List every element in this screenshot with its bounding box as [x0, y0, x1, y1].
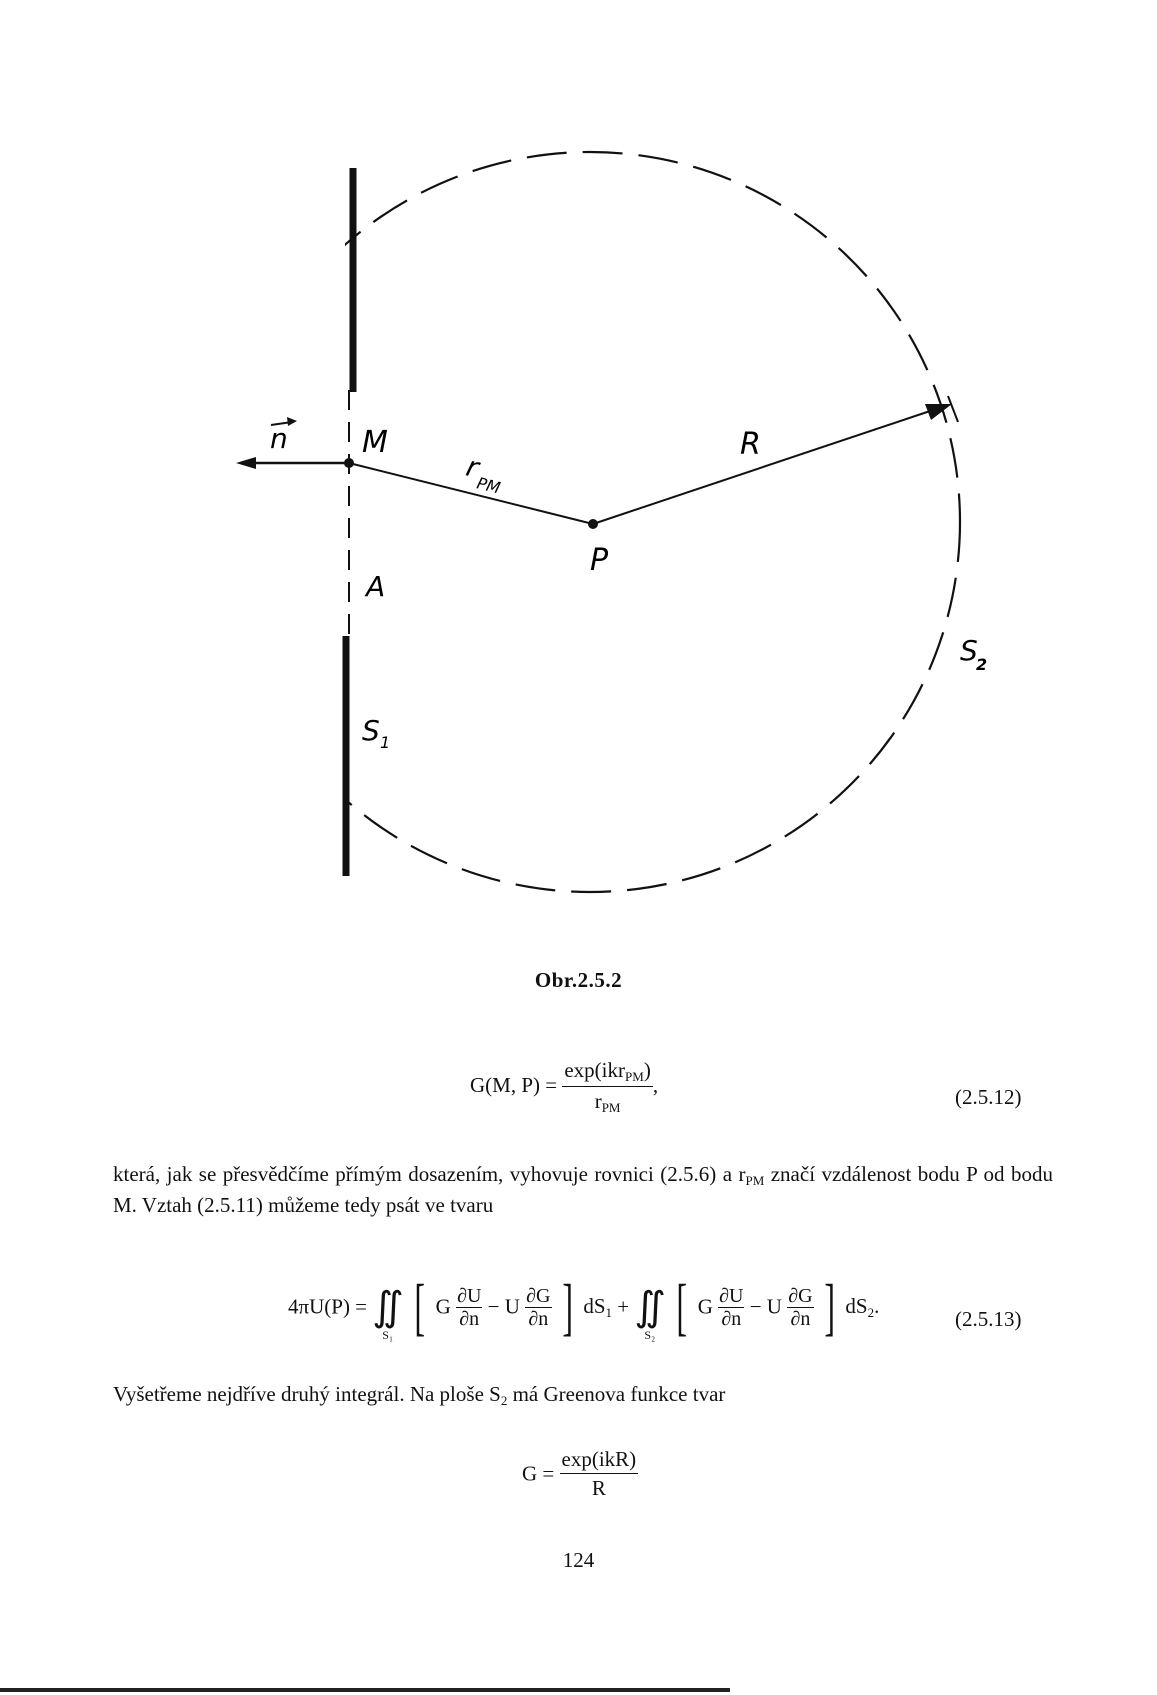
label-a: A: [366, 570, 386, 603]
eq13-dg-dn-1: $\frac{\partial G}{\partial n}$: [526, 1284, 551, 1330]
eq12-num: exp(ikr: [564, 1058, 626, 1082]
radius-arrow: [593, 407, 942, 524]
eq12-den-sub: PM: [601, 1100, 621, 1115]
paragraph-1-sub: PM: [745, 1173, 765, 1188]
label-rpm-sub: PM: [474, 473, 503, 498]
eq13-g2: G: [697, 1294, 713, 1319]
paragraph-2: [113, 1382, 1053, 1413]
equation-2-5-13: 4πU(P) = ∬ S₁ [ G $\frac{\partial U}{\partial n}$ − U $\frac{\partial G}{\partial n}$ ] $dS_1$ + ∬ S₂ [ G $\frac{\partial U}{\partial n}$ − U $\frac{\partial G}{\partial n}$ ] $dS_2$.: [288, 1271, 880, 1342]
integral-s2: ∬ S₂: [634, 1284, 666, 1342]
paragraph-1: [113, 1162, 1053, 1218]
label-s1: S: [362, 714, 380, 747]
paragraph-2-part2: má Greenova funkce tvar: [507, 1382, 726, 1406]
eq-g-num: exp(ikR): [560, 1447, 639, 1474]
point-p: [588, 519, 598, 529]
eq13-plus: +: [617, 1294, 630, 1319]
label-rpm: r: [462, 449, 483, 485]
paragraph-1-part2: značí vzdálenost bodu P od bodu M. Vztah (2.5.11) můžeme tedy psát ve tvaru: [113, 1162, 1053, 1217]
point-m: [344, 458, 354, 468]
eq-g-lhs: G =: [522, 1461, 555, 1486]
eq12-num-end: ): [643, 1058, 651, 1082]
paragraph-2-part1: Vyšetřeme nejdříve druhý integrál. Na ploše S: [113, 1382, 501, 1406]
eq13-dg-dn-2: $\frac{\partial G}{\partial n}$: [788, 1284, 813, 1330]
eq13-minus-u-2: − U: [749, 1294, 782, 1319]
eq-g-den: R: [591, 1476, 606, 1500]
label-s2-sub: 2: [976, 655, 988, 674]
paragraph-1-part1: která, jak se přesvědčíme přímým dosazením, vyhovuje rovnici (2.5.6) a r: [113, 1162, 746, 1186]
page-number: 124: [562, 1548, 595, 1572]
eq13-ds2: dS: [845, 1293, 868, 1318]
label-m: M: [362, 425, 388, 460]
eq13-lhs: 4πU(P) =: [288, 1294, 368, 1319]
eq12-trail: ,: [652, 1072, 659, 1097]
eq12-fraction: [562, 1058, 652, 1116]
label-n: n: [270, 422, 288, 455]
equation-g: [522, 1447, 638, 1501]
eq-g-fraction: [560, 1447, 639, 1501]
label-s1-sub: 1: [380, 733, 391, 752]
eq13-du-dn-2: $\frac{\partial U}{\partial n}$: [719, 1284, 744, 1330]
eq12-den: r: [594, 1089, 602, 1113]
eq12-number: (2.5.12): [955, 1085, 1022, 1109]
eq13-du-dn-1: $\frac{\partial U}{\partial n}$: [457, 1284, 482, 1330]
figure-caption: Obr.2.5.2: [534, 968, 623, 992]
label-p: P: [590, 543, 609, 578]
label-s2: S: [960, 634, 978, 667]
eq13-ds1: dS: [583, 1293, 606, 1318]
equation-2-5-12: [470, 1058, 658, 1116]
paragraph-2-sub: 2: [500, 1393, 508, 1408]
eq13-minus-u-1: − U: [487, 1294, 520, 1319]
integral-s1: ∬ S₁: [372, 1284, 404, 1342]
scan-edge-line: [0, 1688, 730, 1692]
eq13-number: (2.5.13): [955, 1307, 1022, 1331]
label-r: R: [740, 427, 761, 462]
eq12-lhs: G(M, P) =: [470, 1072, 558, 1097]
eq13-g1: G: [435, 1294, 451, 1319]
eq12-num-sub: PM: [625, 1069, 644, 1084]
